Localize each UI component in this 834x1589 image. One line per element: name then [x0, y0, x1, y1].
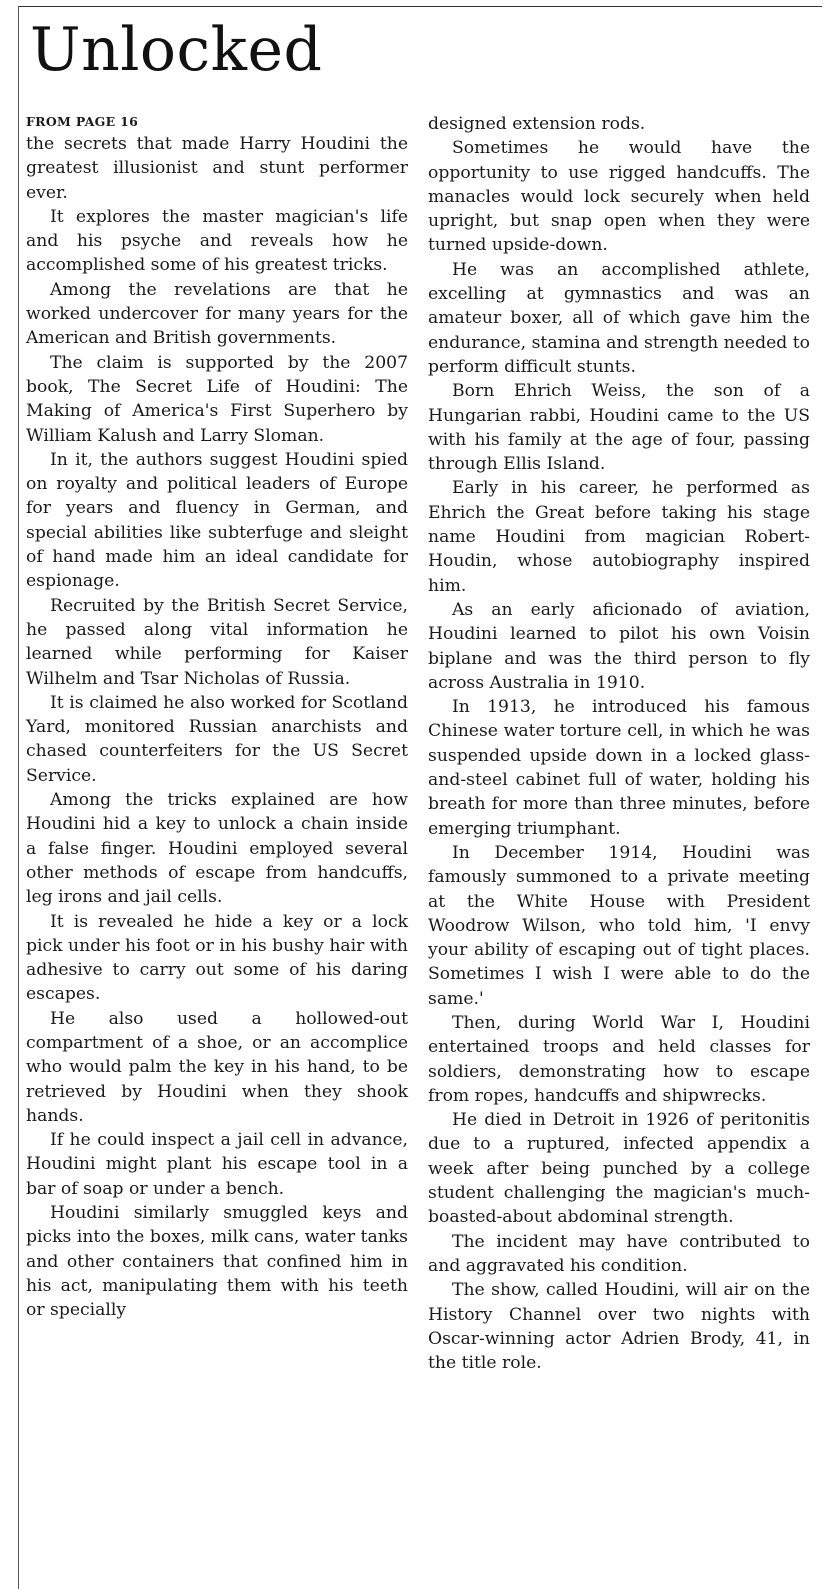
article-headline: Unlocked	[30, 15, 323, 85]
paragraph: The show, called Houdini, will air on the History Channel over two nights with Oscar-winning actor Adrien Brody, 41, in the title role.	[428, 1280, 810, 1374]
paragraph: He was an accomplished athlete, excelling at gymnastics and was an amateur boxer, all of which gave him the endurance, stamina and strength needed to perform difficult stunts.	[428, 259, 810, 377]
paragraph: Among the tricks explained are how Houdini hid a key to unlock a chain inside a false finger. Houdini employed several other methods of escape from handcuffs, leg irons and jail cells.	[26, 790, 408, 908]
paragraph: Then, during World War I, Houdini entertained troops and held classes for soldiers, demonstrating how to escape from ropes, handcuffs and shipwrecks.	[428, 1012, 810, 1106]
paragraph: As an early aficionado of aviation, Houdini learned to pilot his own Voisin biplane and was the third person to fly across Australia in 1910.	[428, 599, 810, 693]
paragraph: Early in his career, he performed as Ehrich the Great before taking his stage name Houdini from magician Robert-Houdin, whose autobiography inspired him.	[428, 478, 810, 596]
paragraph: If he could inspect a jail cell in advance, Houdini might plant his escape tool in a bar of soap or under a bench.	[26, 1130, 408, 1199]
paragraph: The claim is supported by the 2007 book, The Secret Life of Houdini: The Making of America's First Superhero by William Kalush and Larry Sloman.	[26, 352, 408, 446]
paragraph: He also used a hollowed-out compartment of a shoe, or an accomplice who would palm the key in his hand, to be retrieved by Houdini when they shook hands.	[26, 1008, 408, 1126]
top-rule	[18, 6, 822, 7]
paragraph: Recruited by the British Secret Service, he passed along vital information he learned while performing for Kaiser Wilhelm and Tsar Nicholas of Russia.	[26, 595, 408, 689]
paragraph: It is claimed he also worked for Scotland Yard, monitored Russian anarchists and chased counterfeiters for the US Secret Service.	[26, 692, 408, 786]
paragraph: Sometimes he would have the opportunity to use rigged handcuffs. The manacles would lock securely when held upright, but snap open when they were turned upside-down.	[428, 138, 810, 256]
jump-line: FROM PAGE 16	[26, 114, 139, 129]
paragraph: It explores the master magician's life and his psyche and reveals how he accomplished some of his greatest tricks.	[26, 206, 408, 276]
article-frame	[18, 0, 824, 1589]
left-rule	[18, 6, 19, 1589]
paragraph: He died in Detroit in 1926 of peritonitis due to a ruptured, infected appendix a week after being punched by a college student challenging the magician's much-boasted-about abdominal strength.	[428, 1110, 810, 1228]
paragraph: Houdini similarly smuggled keys and picks into the boxes, milk cans, water tanks and other containers that confined him in his act, manipulating them with his teeth or specially	[26, 1203, 408, 1321]
paragraph: It is revealed he hide a key or a lock pick under his foot or in his bushy hair with adhesive to carry out some of his daring escapes.	[26, 911, 408, 1005]
paragraph: In it, the authors suggest Houdini spied on royalty and political leaders of Europe for years and fluency in German, and special abilities like subterfuge and sleight of hand made him an ideal candidate for espionage.	[26, 449, 408, 592]
paragraph: In December 1914, Houdini was famously summoned to a private meeting at the White House with President Woodrow Wilson, who told him, 'I envy your ability of escaping out of tight places. Sometimes I wish I were able to do the same.'	[428, 842, 810, 1009]
paragraph: Among the revelations are that he worked undercover for many years for the American and British governments.	[26, 279, 408, 349]
paragraph: the secrets that made Harry Houdini the greatest illusionist and stunt performer ever.	[26, 134, 408, 203]
paragraph: Born Ehrich Weiss, the son of a Hungarian rabbi, Houdini came to the US with his family at the age of four, passing through Ellis Island.	[428, 381, 810, 475]
paragraph: The incident may have contributed to and aggravated his condition.	[428, 1231, 810, 1276]
column-left	[26, 112, 408, 1323]
paragraph: designed extension rods.	[428, 114, 646, 134]
column-right	[428, 112, 810, 1375]
paragraph: In 1913, he introduced his famous Chinese water torture cell, in which he was suspended upside down in a locked glass-and-steel cabinet full of water, holding his breath for more than three minutes, before emerging triumphant.	[428, 697, 810, 839]
